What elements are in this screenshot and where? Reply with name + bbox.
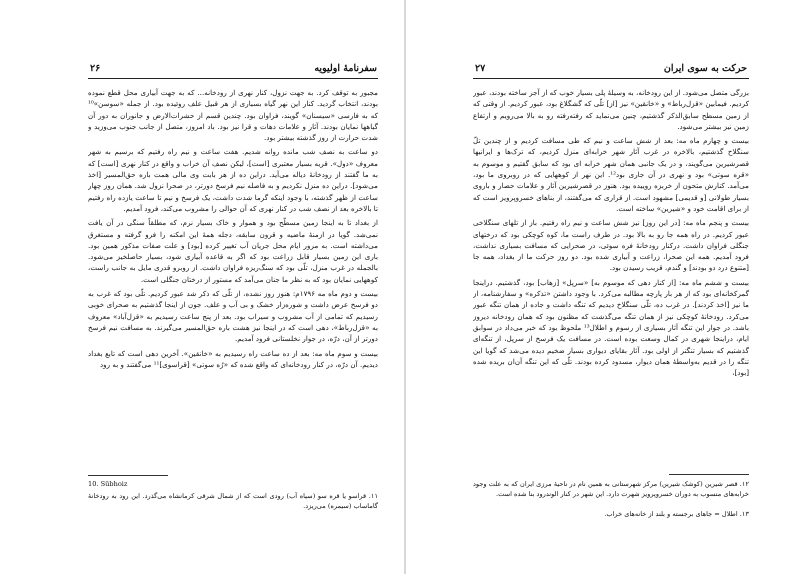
left-paragraph: بیست و دوم ماه مه ۱۷۹۶م: هنوز روز نشده، از تلّی که ذکر شد عبور کردیم. تلّی بود که غرب به دو فرسخ عرض داشت و شوره‌زار خشک و بی آب و علف. جون از اینجا گذشتیم به صحرای خوبی رسیدیم که تمامی از آب مشروب و سیراب بود. بعد از پنج ساعت رسیدیم به «قزل‌آباد» معروف به «قزل‌رباط»، دهی است که در اینجا نیز هشت باره حق‌المسیر می‌گیرند. به مسافت نیم فرسخ دورتر از آن، درّه، در جوار نخلستانی فرود آمدیم. <box>88 289 378 344</box>
left-page-number: ۲۶ <box>90 63 101 74</box>
right-footnote: ۱۲. قصر شیرین (کوشک شیرین) مرکز شهرستانی به همین نام در ناحیهٔ مرزی ایران که به علت وجود خرابه‌های منسوب به دوران خسروپرویز شهرت دارد. این شهر در کنار الوندرود بنا شده است. <box>473 480 749 498</box>
left-footnote-latin: 10. Sūbhoiz <box>88 480 128 488</box>
left-paragraph: دو ساعت به نصف شب مانده روانه شدیم. هفت ساعت و نیم راه رفتیم که برسیم به شهر معروف «دول». قریه بسیار معتبری [است]، لیکن نصف آن خراب و واقع در کنار نهری [است] که به ما گفتند از رودخانهٔ دیاله می‌آید. دراین ده از هر بابت وی مالی همت باره حق‌المسیر [اخذ می‌شود]. دراین ده منزل نکردیم و به فاصله نیم فرسخ دورتر، در صحرا نزول شد. همان روز چهار ساعت از ظهر گذشته، با وجود اینکه گرما شدت داشت، یک فرسخ و نیم تا ساعت یازده راه رفتیم تا بالاخره بعد از نصف شب در کنار نهری که آن حوالی را مشروب می‌کند، فرود آمدیم. <box>88 147 378 213</box>
right-footnote-rule <box>669 474 749 475</box>
left-paragraph: مجبور به توقف کرد. به جهت نزول، کنار نهری از رودخانه... که به جهت آبیاری محل قطع نموده بودند، انتخاب گردید. کنار این نهر گیاه بسیاری از هر قبیل علف روئیده بود. از جمله «سوسن»¹⁰ که به فارسی «سیسنان» گویند، فراوان بود. چندین قسم از حشرات‌الارض و جانوران به دور آن گیاهها نمایان بودند. آثار و علامات دهات و قرا نیز بود. باد امروز، متصل از جانب جنوب می‌وزید و شدت حرارت از روز گذشته بیشتر بود. <box>88 88 378 143</box>
right-body-text <box>473 87 749 467</box>
right-header-rule <box>473 78 749 79</box>
right-paragraph: بیست و پنجم ماه مه: [در این روز] نیز شش ساعت و نیم راه رفتیم. باز از تلهای سنگلاخی عبور کردیم. در راه همه جا رو به بالا بود. در طرف راست ما، کوه کوچکی بود که درختهای جنگلی فراوان داشت. درکنار رودخانهٔ فره سوئی، در صحرایی که مسافت بسیاری نداشت، فرود آمدیم. همه این صحرا، زراعت و آبیاری شده بود. دو روز حرکت ما از بغداد، همه جا [متنوع درد دو بودند] و گندم، قریب رسیدن بود. <box>473 218 749 273</box>
left-paragraph: بیست و سوم ماه مه: بعد از ده ساعت راه رسیدیم به «خانقین». آخرین دهی است که تابع بغداد دیدیم. آن درّه، در کنار رودخانه‌ای که واقع شده که «رُه سوتی» [قراسوی]¹¹ می‌گفتند و به رود <box>88 348 378 369</box>
right-paragraph: بیست و چهارم ماه مه: بعد از شش ساعت و نیم که طی مسافت کردیم و از چندین تلّ سنگلاخ گذشتیم، بالاخره در غرب آثار شهر خرابه‌ای منزل کردیم، که ترک‌ها و ایرانیها قصرشیرین می‌گویند، و در یک جانبی همان شهر خرابه ای بود که سابق گفتیم و موسوم به «قره سوتی» بود و نهری در آن جاری بود¹². این نهر از کوههایی که در روبروی ما بود، می‌آمد. کنارش متحون از خربزه روییده بود. هنوز در قصرشیرین آثار و علامات حصار و باروی بسیار طولانی [و قدیمی] مشهود است. از قراری که می‌گفتند، از بناهای خسروپرویز است که از برای اقامت خود و «شیرین» ساخته است. <box>473 136 749 213</box>
left-body-text <box>88 87 378 465</box>
right-page-number: ۲۷ <box>475 63 486 74</box>
left-footnote: ۱۱. قراسو یا قره سو (سیاه آب) رودی است که از شمال شرقی کرمانشاه می‌گذرد. این رود به رودخانهٔ گاماساب (سیمره) می‌ریزد. <box>88 492 378 510</box>
left-page <box>0 0 405 574</box>
right-running-title: حرکت به سوی ایران <box>663 63 747 74</box>
right-footnote: ۱۳. اطلال = جاهای برجسته و بلند از خانه‌های خراب. <box>604 510 749 518</box>
left-running-title: سفرنامهٔ اولیویه <box>314 63 377 74</box>
left-paragraph: از بغداد تا به اینجا زمین مسطّح بود و هموار و خاک بسیار نرم، که مطلقاً سنگی در آن یافت نمی‌شد. گویا در ازمنهٔ ماضیه و قرون سابقه، دجله همهٔ این امکنه را فرو گرفته و مستغرق می‌داشته است. به مرور ایام محل جریان آب تغییر کرده [بود] و علت صفات مذکور همین بود. باری این زمین بسیار قابل زراعت بود که اگر به قاعده آبیاری شود، بسیار حاصلخیز می‌شود. بالجمله در غرب منزل، تلّی بود که سنگ‌ریزه فراوان داشت. از روبرو قدری مایل به جانب راست، کوههایی نمایان بود که به نظر ما جنان می‌آمد که مستور از درختان جنگلی است. <box>88 218 378 284</box>
left-header-rule <box>88 78 378 79</box>
right-paragraph: بزرگی متصل می‌شود. از این رودخانه، به وسیلهٔ پلی بسیار خوب که از آجر ساخته بودند، عبور کردیم. فیمابین «قزل‌رباط» و «خانقین» نیز [از] تلّی که گشگلاغ بود، عبور کردیم. از وقتی که از زمین مسطح سابق‌الذکر گذشتیم، چنین می‌نماید که رفته‌رفته رو به بالا می‌رویم و ارتفاع زمین نیز بیشتر می‌شود. <box>473 88 749 131</box>
left-footnote-rule <box>88 475 168 476</box>
right-paragraph: بیست و ششم ماه مه: [از کنار دهی که موسوم به] «سرپل» [زهاب] بود، گذشتیم. دراینجا گمرکخانه‌ای بود که از هر بار پارچه مطالبه می‌کرد. با وجود داشتن «تذکره» و سفارشنامه، از ما نیز [اخذ کردند]. در غرب ده، تلّی سنگلاخ دیدیم که تنگه داشت و جاده از همان تنگه عبور می‌کرد. رودخانهٔ کوچکی نیز از همان تنگه می‌گذشت که مظنون بود که همان رودخانه دیروز باشد. در جوار این تنگه آثار بسیاری از رسوم و اطلال¹³ ملحوظ بود که خبر می‌داد در سوابق ایام، دراینجا شهری در کمال وسعت بوده است. در مسافت یک فرسخ از سرپل، از تنگه‌ای گذشتیم که بسیار تنگتر از اولی بود. آثار بقایای دیواری بسیار ضخیم دیده می‌شد که گویا این تنگه را در قدیم به‌واسطهٔ همان دیوار، مسدود کرده بودند. تلّی که این تنگه آن‌ان بریده شده [بود]، <box>473 277 749 378</box>
right-page <box>406 0 811 574</box>
